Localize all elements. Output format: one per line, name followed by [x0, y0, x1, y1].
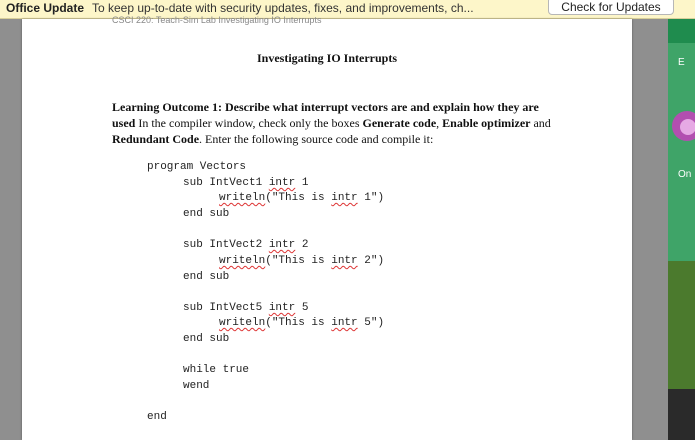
document-page[interactable] — [22, 15, 632, 440]
right-side-panel — [668, 19, 695, 440]
outcome-heading: Learning Outcome 1: Describe what interrupt vectors are and explain how they are used — [112, 100, 539, 130]
code-line: wend — [183, 380, 210, 392]
panel-label: On — [678, 169, 692, 180]
update-title: Office Update — [6, 1, 85, 15]
code-line: sub IntVect5 intr 5 — [183, 302, 309, 314]
office-update-bar — [0, 0, 695, 19]
panel-image-tile[interactable] — [668, 261, 695, 389]
enable-optimizer-label: Enable optimizer — [442, 116, 531, 130]
code-line: end sub — [183, 271, 230, 283]
document-title: Investigating IO Interrupts — [256, 51, 397, 65]
panel-header-strip — [668, 19, 695, 43]
panel-tile[interactable] — [668, 43, 695, 261]
code-line: while true — [183, 364, 250, 376]
learning-outcome-paragraph — [112, 99, 552, 147]
redundant-code-label: Redundant Code — [112, 132, 200, 146]
document-area — [0, 15, 668, 440]
code-line: writeln("This is intr 5") — [219, 317, 385, 329]
code-line: writeln("This is intr 1") — [219, 192, 385, 204]
code-line: writeln("This is intr 2") — [219, 255, 385, 267]
para-text-2: and — [530, 116, 551, 130]
update-message: To keep up-to-date with security updates, fixes, and improvements, ch... — [92, 1, 474, 15]
para-text-3: . Enter the following source code and compile it: — [199, 132, 434, 146]
code-line: end — [147, 411, 167, 423]
code-line: end sub — [183, 208, 230, 220]
code-line: program Vectors — [147, 161, 247, 173]
page-header: CSCI 220: Teach-Sim Lab Investigating IO Interrupts — [112, 15, 322, 25]
para-sep-1: , — [436, 116, 443, 130]
para-text-1: In the compiler window, check only the boxes — [135, 116, 363, 130]
panel-label: E — [678, 57, 685, 68]
circle-icon-inner — [680, 119, 695, 135]
code-line: end sub — [183, 333, 230, 345]
code-line: sub IntVect2 intr 2 — [183, 239, 309, 251]
code-line: sub IntVect1 intr 1 — [183, 177, 309, 189]
generate-code-label: Generate code — [362, 116, 437, 130]
check-for-updates-button[interactable]: Check for Updates — [548, 0, 674, 15]
